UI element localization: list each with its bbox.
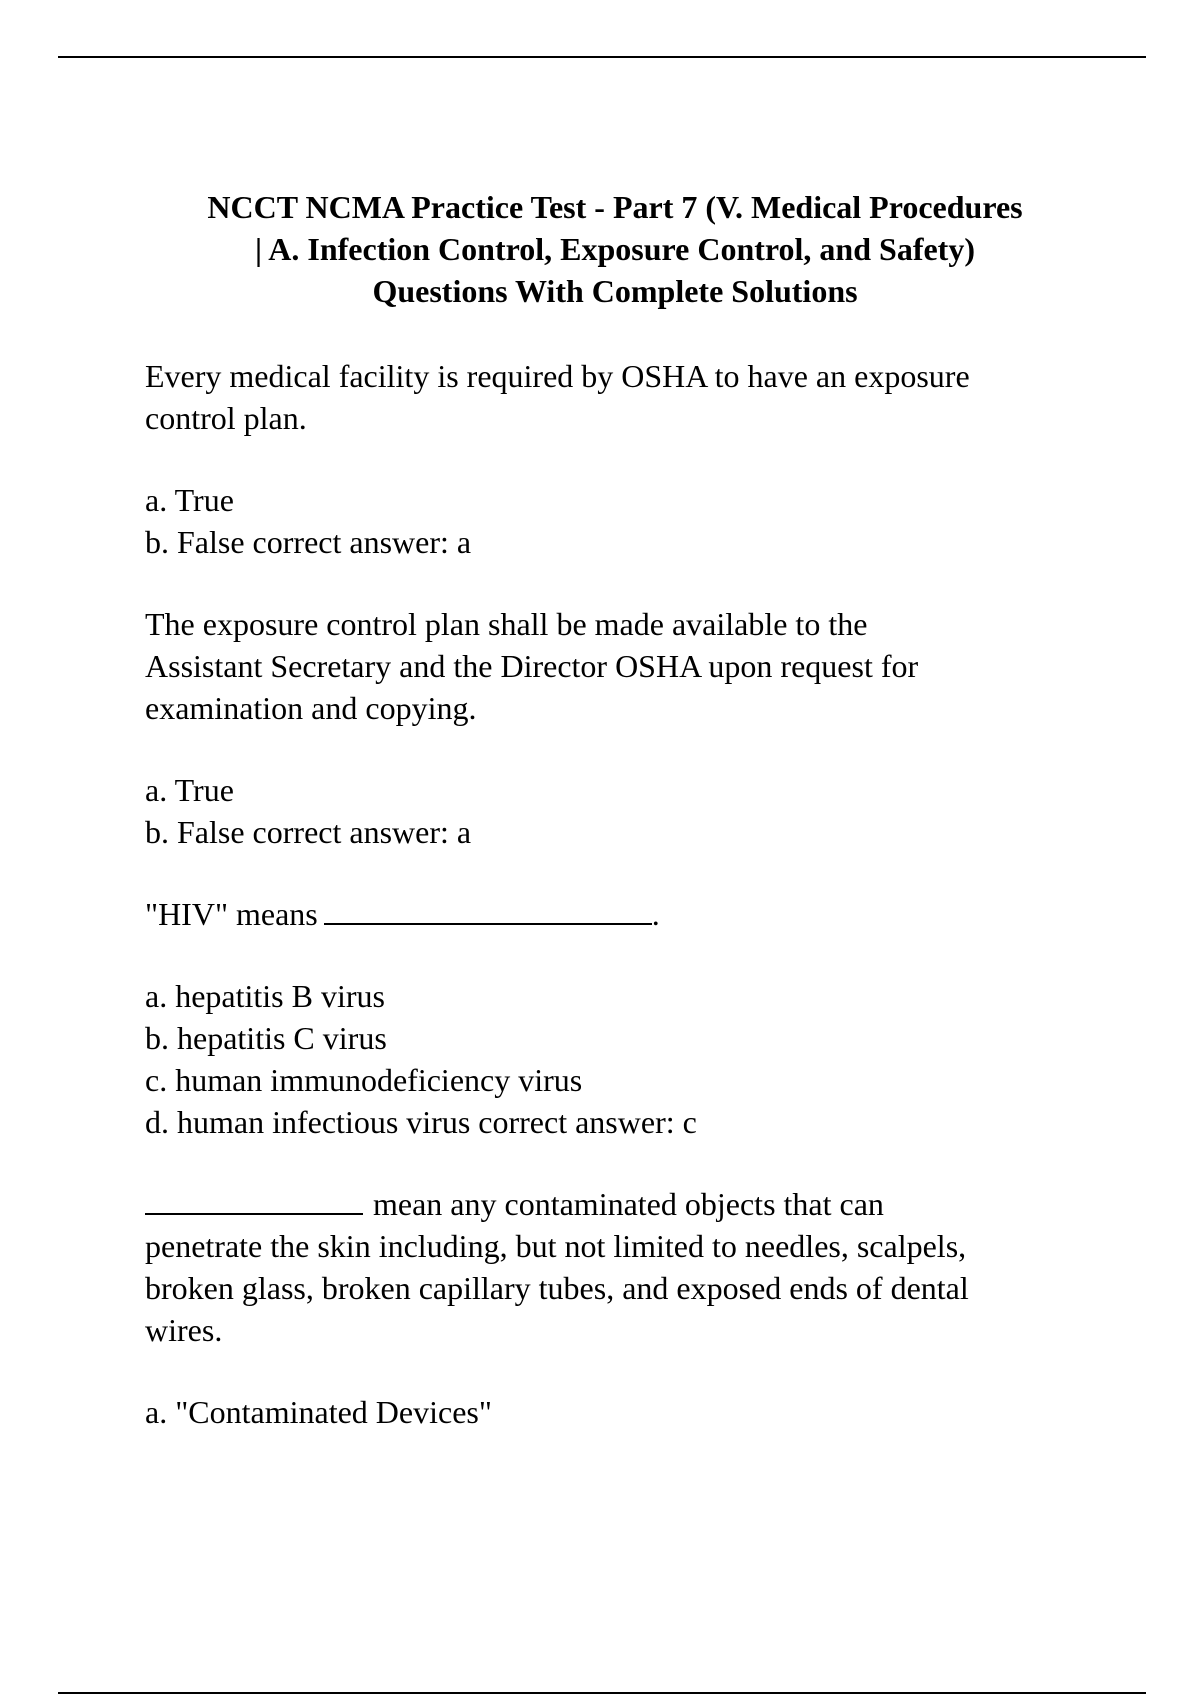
prompt-line: The exposure control plan shall be made available to the	[145, 606, 868, 642]
questions-body	[145, 355, 1105, 1473]
option-a: a. hepatitis B virus	[145, 978, 385, 1014]
question-3-options	[145, 975, 1105, 1143]
option-a: a. "Contaminated Devices"	[145, 1394, 492, 1430]
prompt-line: broken glass, broken capillary tubes, and exposed ends of dental	[145, 1270, 969, 1306]
question-2-prompt	[145, 603, 1105, 729]
prompt-line	[145, 1183, 1105, 1225]
prompt-line: Every medical facility is required by OSHA to have an exposure	[145, 358, 970, 394]
option-b: b. False correct answer: a	[145, 814, 472, 850]
option-d: d. human infectious virus correct answer: c	[145, 1104, 697, 1140]
question-2-options	[145, 769, 1105, 853]
prompt-punctuation: .	[651, 896, 660, 932]
question-1-options	[145, 479, 1105, 563]
prompt-line: control plan.	[145, 400, 307, 436]
prompt-line: examination and copying.	[145, 690, 477, 726]
fill-in-blank	[145, 1183, 363, 1215]
option-a: a. True	[145, 482, 234, 518]
prompt-line: wires.	[145, 1312, 223, 1348]
prompt-text: "HIV" means	[145, 896, 318, 932]
prompt-line	[145, 893, 1105, 935]
option-c: c. human immunodeficiency virus	[145, 1062, 583, 1098]
prompt-line: Assistant Secretary and the Director OSHA upon request for	[145, 648, 919, 684]
title-line: Questions With Complete Solutions	[372, 273, 858, 309]
title-line: NCCT NCMA Practice Test - Part 7 (V. Medical Procedures	[207, 189, 1023, 225]
bottom-rule	[58, 1692, 1146, 1694]
fill-in-blank	[324, 893, 652, 925]
question-1-prompt	[145, 355, 1105, 439]
question-4-options	[145, 1391, 1105, 1433]
question-3-prompt	[145, 893, 1105, 935]
option-a: a. True	[145, 772, 234, 808]
option-b: b. False correct answer: a	[145, 524, 472, 560]
top-rule	[58, 56, 1146, 58]
option-b: b. hepatitis C virus	[145, 1020, 387, 1056]
question-4-prompt	[145, 1183, 1105, 1351]
document-title	[140, 186, 1090, 312]
prompt-text: mean any contaminated objects that can	[373, 1186, 884, 1222]
title-line: | A. Infection Control, Exposure Control, and Safety)	[255, 231, 975, 267]
prompt-line: penetrate the skin including, but not limited to needles, scalpels,	[145, 1228, 967, 1264]
